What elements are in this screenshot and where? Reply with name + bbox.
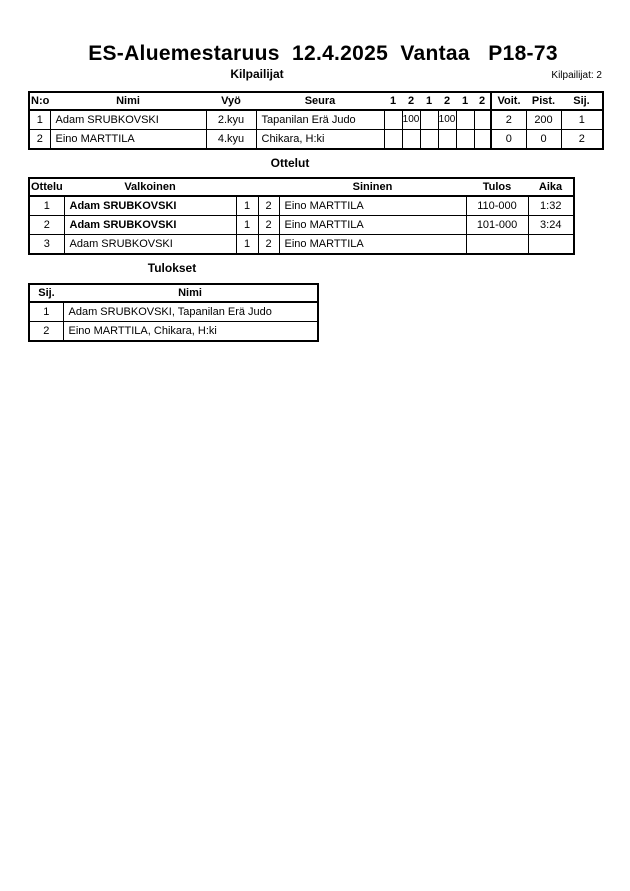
match-row [29, 216, 574, 235]
header-white-num [236, 178, 258, 196]
result-row [29, 302, 318, 322]
header-round-3: 1 [420, 92, 438, 110]
competitors-table [28, 91, 604, 150]
header-round-6: 2 [474, 92, 491, 110]
cell-round-6 [474, 110, 491, 130]
header-no: N:o [29, 92, 50, 110]
header-match: Ottelu [29, 178, 64, 196]
cell-match-no: 3 [29, 235, 64, 255]
header-place: Sij. [561, 92, 603, 110]
cell-result: 110-000 [466, 196, 528, 216]
cell-white-num: 1 [236, 216, 258, 235]
competitors-section-title: Kilpailijat [230, 67, 284, 81]
cell-no: 2 [29, 130, 50, 150]
header-belt: Vyö [206, 92, 256, 110]
cell-round-2 [402, 130, 420, 150]
match-row [29, 196, 574, 216]
header-club: Seura [256, 92, 384, 110]
cell-blue-name: Eino MARTTILA [279, 196, 466, 216]
cell-round-4 [438, 130, 456, 150]
header-round-5: 1 [456, 92, 474, 110]
cell-round-2: 100 [402, 110, 420, 130]
cell-result [466, 235, 528, 255]
cell-round-5 [456, 130, 474, 150]
cell-place: 2 [29, 322, 63, 342]
cell-place: 1 [29, 302, 63, 322]
competitors-count: Kilpailijat: 2 [551, 70, 602, 81]
header-round-4: 2 [438, 92, 456, 110]
cell-points: 0 [526, 130, 561, 150]
results-table [28, 283, 319, 342]
matches-section-title: Ottelut [270, 156, 310, 170]
header-name: Nimi [63, 284, 318, 302]
cell-white-name: Adam SRUBKOVSKI [64, 235, 236, 255]
cell-blue-name: Eino MARTTILA [279, 216, 466, 235]
header-points: Pist. [526, 92, 561, 110]
cell-round-1 [384, 110, 402, 130]
cell-wins: 2 [491, 110, 526, 130]
cell-belt: 4.kyu [206, 130, 256, 150]
results-header-row [29, 284, 318, 302]
cell-white-name: Adam SRUBKOVSKI [64, 216, 236, 235]
competitor-row [29, 110, 603, 130]
header-result: Tulos [466, 178, 528, 196]
cell-place: 1 [561, 110, 603, 130]
cell-club: Chikara, H:ki [256, 130, 384, 150]
cell-name: Adam SRUBKOVSKI, Tapanilan Erä Judo [63, 302, 318, 322]
cell-time: 3:24 [528, 216, 574, 235]
header-white: Valkoinen [64, 178, 236, 196]
cell-blue-num: 2 [258, 196, 279, 216]
result-row [29, 322, 318, 342]
cell-place: 2 [561, 130, 603, 150]
header-round-1: 1 [384, 92, 402, 110]
cell-round-4: 100 [438, 110, 456, 130]
cell-round-5 [456, 110, 474, 130]
match-row [29, 235, 574, 255]
header-blue-num [258, 178, 279, 196]
cell-round-6 [474, 130, 491, 150]
cell-blue-num: 2 [258, 216, 279, 235]
header-round-2: 2 [402, 92, 420, 110]
cell-name: Eino MARTTILA [50, 130, 206, 150]
cell-name: Adam SRUBKOVSKI [50, 110, 206, 130]
competitors-header-row [29, 92, 603, 110]
page-title: ES-Aluemestaruus 12.4.2025 Vantaa P18-73 [88, 42, 558, 65]
header-name: Nimi [50, 92, 206, 110]
header-time: Aika [528, 178, 574, 196]
matches-header-row [29, 178, 574, 196]
cell-no: 1 [29, 110, 50, 130]
cell-time: 1:32 [528, 196, 574, 216]
cell-match-no: 2 [29, 216, 64, 235]
cell-wins: 0 [491, 130, 526, 150]
cell-blue-name: Eino MARTTILA [279, 235, 466, 255]
cell-white-num: 1 [236, 235, 258, 255]
cell-result: 101-000 [466, 216, 528, 235]
cell-club: Tapanilan Erä Judo [256, 110, 384, 130]
header-blue: Sininen [279, 178, 466, 196]
cell-name: Eino MARTTILA, Chikara, H:ki [63, 322, 318, 342]
cell-round-3 [420, 110, 438, 130]
cell-time [528, 235, 574, 255]
header-place: Sij. [29, 284, 63, 302]
cell-white-num: 1 [236, 196, 258, 216]
cell-points: 200 [526, 110, 561, 130]
cell-belt: 2.kyu [206, 110, 256, 130]
matches-table [28, 177, 575, 255]
cell-round-1 [384, 130, 402, 150]
competitor-row [29, 130, 603, 150]
cell-match-no: 1 [29, 196, 64, 216]
cell-white-name: Adam SRUBKOVSKI [64, 196, 236, 216]
header-wins: Voit. [491, 92, 526, 110]
results-section-title: Tulokset [147, 261, 197, 275]
cell-blue-num: 2 [258, 235, 279, 255]
cell-round-3 [420, 130, 438, 150]
